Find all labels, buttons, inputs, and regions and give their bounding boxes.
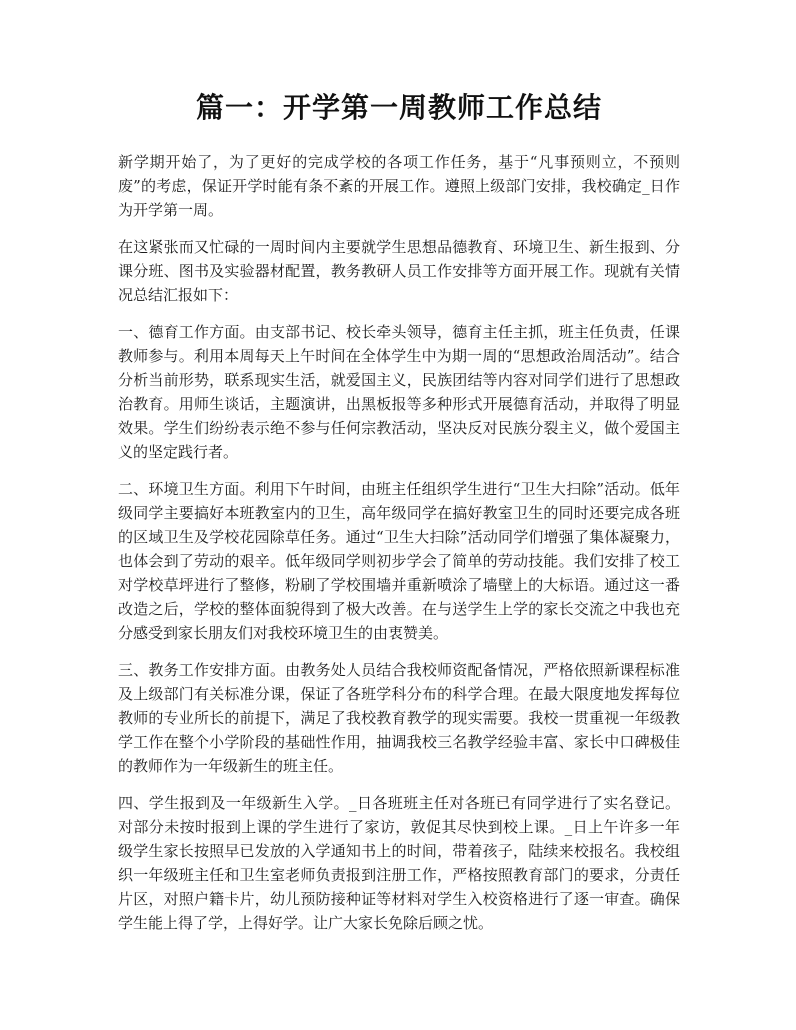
paragraph-intro: 新学期开始了，为了更好的完成学校的各项工作任务，基于“凡事预则立，不预则废”的考虑，保证开学时能有条不紊的开展工作。遵照上级部门安排，我校确定_日作为开学第一周。 bbox=[118, 153, 680, 219]
paragraph-overview: 在这紧张而又忙碌的一周时间内主要就学生思想品德教育、环境卫生、新生报到、分课分班、图书及实验器材配置，教务教研人员工作安排等方面开展工作。现就有关情况总结汇报如下： bbox=[118, 238, 680, 304]
paragraph-moral-education: 一、德育工作方面。由支部书记、校长牵头领导，德育主任主抓，班主任负责，任课教师参与。利用本周每天上午时间在全体学生中为期一周的“思想政治周活动”。结合分析当前形势，联系现实生活，就爱国主义，民族团结等内容对同学们进行了思想政治教育。用师生谈话，主题演讲，出黑板报等多种形式开展德育活动，并取得了明显效果。学生们纷纷表示绝不参与任何宗教活动，坚决反对民族分裂主义，做个爱国主义的坚定践行者。 bbox=[118, 323, 680, 461]
document-title: 篇一：开学第一周教师工作总结 bbox=[195, 91, 602, 124]
paragraph-student-registration: 四、学生报到及一年级新生入学。_日各班班主任对各班已有同学进行了实名登记。对部分未按时报到上课的学生进行了家访，敦促其尽快到校上课。_日上午许多一年级学生家长按照早已发放的入学通知书上的时间，带着孩子，陆续来校报名。我校组织一年级班主任和卫生室老师负责报到注册工作，严格按照教育部门的要求，分责任片区，对照户籍卡片，幼儿预防接种证等材料对学生入校资格进行了逐一审查。确保学生能上得了学，上得好学。让广大家长免除后顾之忧。 bbox=[118, 794, 680, 932]
paragraph-academic-affairs: 三、教务工作安排方面。由教务处人员结合我校师资配备情况，严格依照新课程标准及上级部门有关标准分课，保证了各班学科分布的科学合理。在最大限度地发挥每位教师的专业所长的前提下，满足了我校教育教学的现实需要。我校一贯重视一年级教学工作在整个小学阶段的基础性作用，抽调我校三名教学经验丰富、家长中口碑极佳的教师作为一年级新生的班主任。 bbox=[118, 661, 680, 775]
paragraph-environment-hygiene: 二、环境卫生方面。利用下午时间，由班主任组织学生进行“卫生大扫除”活动。低年级同学主要搞好本班教室内的卫生，高年级同学在搞好教室卫生的同时还要完成各班的区域卫生及学校花园除草任务。通过“卫生大扫除”活动同学们增强了集体凝聚力，也体会到了劳动的艰辛。低年级同学则初步学会了简单的劳动技能。我们安排了校工对学校草坪进行了整修，粉刷了学校围墙并重新喷涂了墙壁上的大标语。通过这一番改造之后，学校的整体面貌得到了极大改善。在与送学生上学的家长交流之中我也充分感受到家长朋友们对我校环境卫生的由衷赞美。 bbox=[118, 480, 680, 642]
